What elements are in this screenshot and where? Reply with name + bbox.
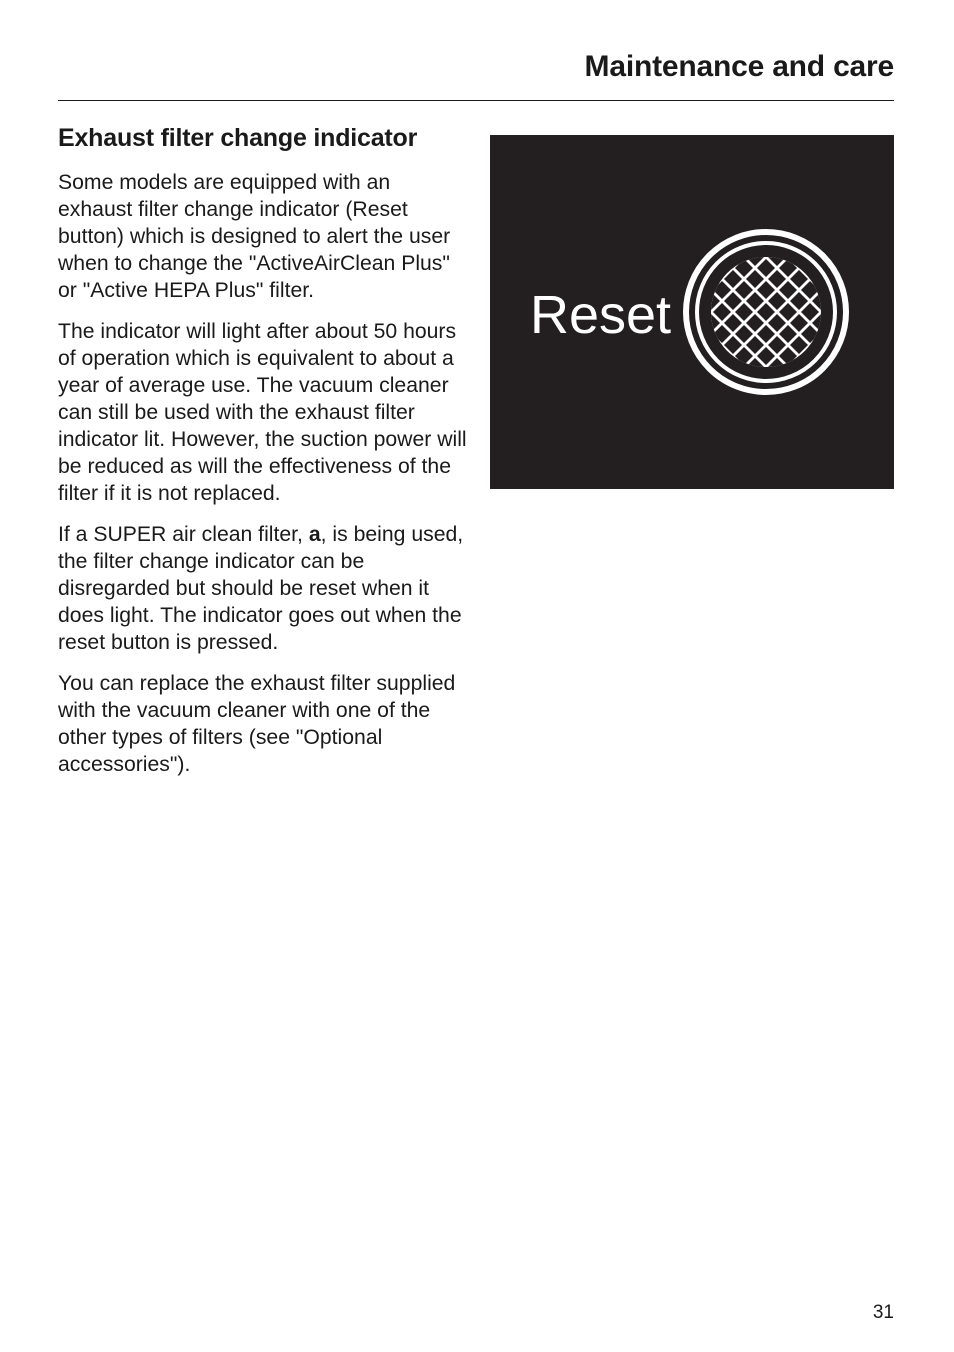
paragraph-3 — [58, 521, 470, 656]
reset-button-figure — [490, 135, 894, 489]
filter-grid-cell — [691, 303, 709, 321]
filter-grid-cell — [757, 237, 775, 255]
page-title: Maintenance and care — [584, 50, 894, 83]
filter-grid-cell — [757, 369, 775, 387]
reset-illustration — [490, 135, 894, 489]
filter-grid-icon — [669, 215, 863, 409]
paragraph-4: You can replace the exhaust filter supplied with the vacuum cleaner with one of the other types of filters (see "Optional accessories"). — [58, 672, 456, 776]
paragraph-2: The indicator will light after about 50 hours of operation which is equivalent to about a year of average use. The vacuum cleaner can still be used with the exhaust filter indicator lit. However, the suction power will be reduced as will the effectiveness of the filter if it is not replaced. — [58, 320, 467, 505]
reset-label: Reset — [530, 285, 672, 345]
section-title: Exhaust filter change indicator — [58, 124, 418, 152]
filter-grid-cell — [823, 303, 841, 321]
paragraph-3-end: , is being used, the filter change indicator can be disregarded but should be reset when it does light. The indicator goes out when the reset button is pressed. — [58, 523, 464, 654]
page-number: 31 — [872, 1302, 894, 1323]
paragraph-1: Some models are equipped with an exhaust filter change indicator (Reset button) which is designed to alert the user when to change the "ActiveAirClean Plus" or "Active HEPA Plus" filter. — [58, 171, 451, 302]
header-divider — [58, 100, 894, 101]
body-text — [58, 169, 470, 792]
paragraph-3-bold-ref: a — [308, 523, 321, 546]
paragraph-3-start: If a SUPER air clean filter, — [58, 523, 309, 546]
